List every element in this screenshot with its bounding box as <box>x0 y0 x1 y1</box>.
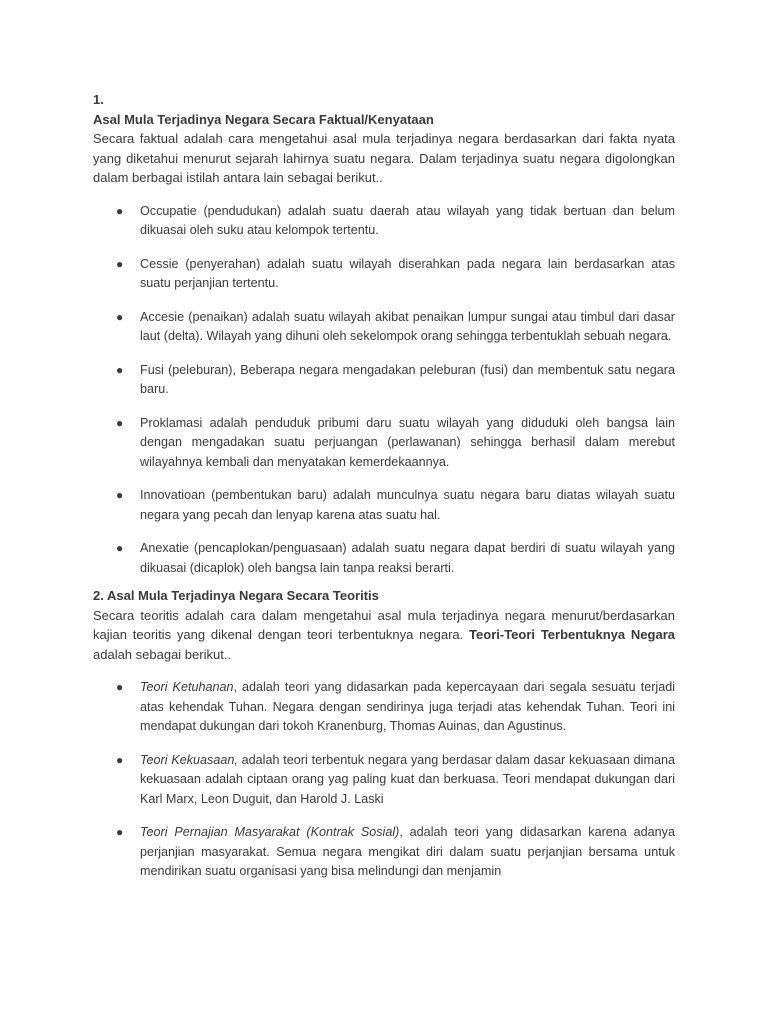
bullet-icon: ● <box>116 541 124 555</box>
list-item: ● Innovatioan (pembentukan baru) adalah munculnya suatu negara baru diatas wilayah suatu negara yang pecah dan lenyap karena atas suatu hal. <box>116 488 675 522</box>
list-item: ● Teori Pernajian Masyarakat (Kontrak Sosial), adalah teori yang didasarkan karena adanya perjanjian masyarakat. Semua negara mengikat diri dalam suatu perjanjian bersama untuk mendirikan suatu organisasi yang bisa melindungi dan menjamin <box>116 825 675 878</box>
bullet-icon: ● <box>116 362 124 377</box>
section-1-title: Asal Mula Terjadinya Negara Secara Faktual/Kenyataan <box>93 111 434 127</box>
bullet-icon: ● <box>116 256 124 271</box>
list-item: ● Teori Kekuasaan, adalah teori terbentuk negara yang berdasar dalam dasar kekuasaan dimana kekuasaan adalah ciptaan orang yag paling kuat dan berkuasa. Teori mendapat dukungan dari Karl Marx, Leon Duguit, dan Harold J. Laski <box>116 752 675 806</box>
bullet-icon: ● <box>116 488 124 502</box>
section-1-list <box>93 202 675 579</box>
section-1-intro: Secara faktual adalah cara mengetahui asal mula terjadinya negara berdasarkan dari fakta nyata yang diketahui menurut sejarah lahirnya suatu negara. Dalam terjadinya suatu negara digolongkan dalam berbagai istilah antara lain sebagai berikut.. <box>93 131 675 185</box>
bullet-icon: ● <box>116 203 124 218</box>
bullet-icon: ● <box>116 825 124 839</box>
list-item: ● Accesie (penaikan) adalah suatu wilayah akibat penaikan lumpur sungai atau timbul dari dasar laut (delta). Wilayah yang dihuni oleh sekelompok orang sehingga terbentuklah sebuah negara. <box>116 309 675 343</box>
section-2-title: 2. Asal Mula Terjadinya Negara Secara Teoritis <box>93 588 379 603</box>
list-item: ● Anexatie (pencaplokan/penguasaan) adalah suatu negara dapat berdiri di suatu wilayah yang dikuasai (dicaplok) oleh bangsa lain tanpa reaksi berarti. <box>116 541 675 575</box>
section-2-intro: Secara teoritis adalah cara dalam mengetahui asal mula terjadinya negara menurut/berdasarkan kajian teoritis yang dikenal dengan teori terbentuknya negara. Teori-Teori Terbentuknya Negara adalah sebagai berikut.. <box>93 607 675 662</box>
list-item: ● Fusi (peleburan), Beberapa negara mengadakan peleburan (fusi) dan membentuk satu negara baru. <box>116 362 675 396</box>
bullet-icon: ● <box>116 415 124 430</box>
list-item: ● Cessie (penyerahan) adalah suatu wilayah diserahkan pada negara lain berdasarkan atas suatu perjanjian tertentu. <box>116 256 675 290</box>
bullet-icon: ● <box>116 309 124 324</box>
list-item: ● Proklamasi adalah penduduk pribumi daru suatu wilayah yang diduduki oleh bangsa lain dengan mengadakan suatu perjuangan (perlawanan) sehingga berhasil dalam merebut wilayahnya kembali dan menyatakan kemerdekaannya. <box>116 415 675 469</box>
list-item: ● Teori Ketuhanan, adalah teori yang didasarkan pada kepercayaan dari segala sesuatu terjadi atas kehendak Tuhan. Negara dengan sendirinya juga terjadi atas kehendak Tuhan. Teori ini mendapat dukungan dari tokoh Kranenburg, Thomas Auinas, dan Agustinus. <box>116 680 675 733</box>
bullet-icon: ● <box>116 752 124 767</box>
list-item: ● Occupatie (pendudukan) adalah suatu daerah atau wilayah yang tidak bertuan dan belum dikuasai oleh suku atau kelompok tertentu. <box>116 203 675 237</box>
bullet-icon: ● <box>116 680 124 694</box>
section-2-list <box>93 678 675 882</box>
section-1-number: 1. <box>93 92 104 107</box>
